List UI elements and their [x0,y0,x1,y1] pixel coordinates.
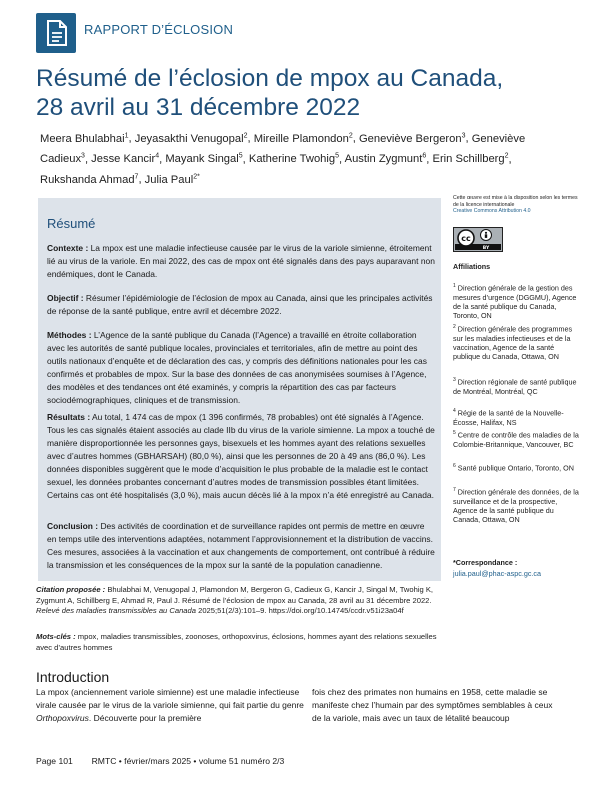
affiliation-item: $^2$ Direction générale des programmes sur les maladies infectieuses et de la vaccination, Agence de la santé publique du Canada, Ottawa, ON [453,324,573,361]
affiliation-item: $^6$ Santé publique Ontario, Toronto, ON [453,463,574,473]
author: Rukshanda Ahmad$^7$ [40,173,139,187]
author: Jesse Kancir$^4$ [91,152,160,166]
affiliation-item: $^3$ Direction régionale de santé publique de Montréal, Montréal, QC [453,377,577,396]
author: Meera Bhulabhai$^1$ [40,132,129,145]
introduction-column-2: fois chez des primates non humains en 1958, cette maladie se manifeste chez l’humain par des symptômes semblables à ceux de la variole, mais avec un taux de létalité beaucoup [312,687,553,723]
affiliation-item: $^5$ Centre de contrôle des maladies de la Colombie-Britannique, Vancouver, BC [453,430,579,449]
abstract-objective: Objectif : Résumer l’épidémiologie de l’éclosion de mpox au Canada, ainsi que les principales activités de réponse de la santé publique, entre avril et décembre 2022. [47,293,433,316]
suggested-citation: Citation proposée : Bhulabhai M, Venugopal J, Plamondon M, Bergeron G, Cadieux G, Kancir J, Singal M, Twohig K, Zygmunt A, Schillberg E, Ahmad R, Paul J. Résumé de l’éclosion de mpox au Canada, 28 avril au 31 décembre 2022. Relevé des maladies transmissibles au Canada 2025;51(2/3):101–9. https://doi.org/10.14745/ccdr.v51i23a04f [36,585,434,616]
author: Geneviève Bergeron$^3$ [358,132,466,145]
cc-label: cc [461,234,471,243]
report-type-label: RAPPORT D’ÉCLOSION [84,22,234,37]
author: Julia Paul$^{2*}$ [144,173,200,187]
by-label: BY [482,246,490,251]
affiliations-heading: Affiliations [453,262,491,271]
abstract-methods: Méthodes : L’Agence de la santé publique du Canada (l’Agence) a travaillé en étroite collaboration avec les autorités de santé publique locales, provinciales et territoriales, afin de mettre au point des outils nationaux d’enquête et de déclaration des cas, y compris des définitions nationales pour les cas confirmés et probables de mpox. Sur la base des données de cas anonymisées soumises à l’Agence, des modèles et des tendances ont été examinés, y compris la répartition des cas par facteurs sociodémographiques, cliniques et de transmission. [47,330,427,405]
author: Austin Zygmunt$^6$ [344,152,427,166]
abstract-results: Résultats : Au total, 1 474 cas de mpox (1 396 confirmés, 78 probables) ont été signalés à l’Agence. Tous les cas signalés étaient associés au clade IIb du virus de la variole simienne. La mpox a touché de manière disproportionnée les personnes gays, bisexuels et les hommes ayant des relations sexuelles avec d’autres hommes (GBHARSAH) (80,0 %), ainsi que les personnes de 20 à 49 ans (86,0 %). Les données disponibles suggèrent que le mode d’acquisition le plus probable de la maladie est le contact sexuel, les données probantes concernant d’autres modes de transmission possibles étant limitées. Certains cas ont été hospitalisés (3,0 %), mais aucun décès lié à la mpox n’a été enregistré au Canada. [47,412,435,500]
abstract-context: Contexte : La mpox est une maladie infectieuse causée par le virus de la variole simienne, étroitement lié au virus de la variole. En mai 2022, des cas de mpox ont été signalés dans des pays auparavant non endémiques, dont le Canada. [47,243,435,279]
affiliation-item: $^4$ Régie de la santé de la Nouvelle-Écosse, Halifax, NS [453,408,564,427]
author: Geneviève Cadieux$^3$ [40,132,526,166]
author: Mayank Singal$^5$ [165,152,243,166]
introduction-column-1: La mpox (anciennement variole simienne) est une maladie infectieuse virale causée par le virus de la variole simienne, qui fait partie du genre Orthopoxvirus. Découverte pour la première [36,687,304,723]
author: Jeyasakthi Venugopal$^2$ [134,132,248,145]
author: Katherine Twohig$^5$ [248,152,340,166]
page-footer [36,756,284,766]
license-link[interactable]: Creative Commons Attribution 4.0 [453,208,531,215]
keywords: Mots-clés : mpox, maladies transmissibles, zoonoses, orthopoxvirus, éclosions, hommes ayant des relations sexuelles avec d’autres hommes [36,632,437,652]
page-number: Page 101 [36,756,73,766]
license-text: Cette œuvre est mise à la disposition selon les termes de la licence internationale Creative Commons Attribution 4.0 [453,195,578,215]
title-line-2: 28 avril au 31 décembre 2022 [36,94,361,121]
cc-by-badge-icon[interactable] [453,227,503,252]
author-list: Meera Bhulabhai$^1$, Jeyasakthi Venugopal$^2$, Mireille Plamondon$^2$, Geneviève Bergeron$^3$, Geneviève Cadieux$^3$, Jesse Kancir$^4$, Mayank Singal$^5$, Katherine Twohig$^5$, Austin Zygmunt$^6$, Erin Schillberg$^2$, Rukshanda Ahmad$^7$, Julia Paul$^{2*}$ [40,132,526,187]
author: Mireille Plamondon$^2$ [253,132,353,145]
document-icon [36,13,76,53]
abstract-heading: Résumé [47,216,96,231]
correspondence-label: *Correspondance : [453,558,518,567]
affiliation-item: $^1$ Direction générale de la gestion des mesures d’urgence (DGGMU), Agence de la santé publique du Canada, Toronto, ON [453,283,577,320]
author: Erin Schillberg$^2$ [432,152,509,166]
page-title [36,64,556,122]
introduction-heading: Introduction [36,669,110,685]
abstract-conclusion: Conclusion : Des activités de coordination et de surveillance rapides ont permis de mettre en œuvre en temps utile des interventions adaptées, notamment l’approvisionnement et la distribution de vaccins. Ces mesures, associées à la vaccination et aux changements de comportement, ont contribué à réduire la transmission et les conséquences de la mpox sur la santé de la population canadienne. [47,521,435,570]
correspondence-email-link[interactable]: julia.paul@phac-aspc.gc.ca [453,569,542,578]
affiliation-item: $^7$ Direction générale des données, de la surveillance et de la prospective, Agence de la santé publique du Canada, Ottawa, ON [453,487,579,524]
title-line-1: Résumé de l’éclosion de mpox au Canada, [36,65,504,92]
journal-issue: RMTC • février/mars 2025 • volume 51 numéro 2/3 [91,756,285,766]
